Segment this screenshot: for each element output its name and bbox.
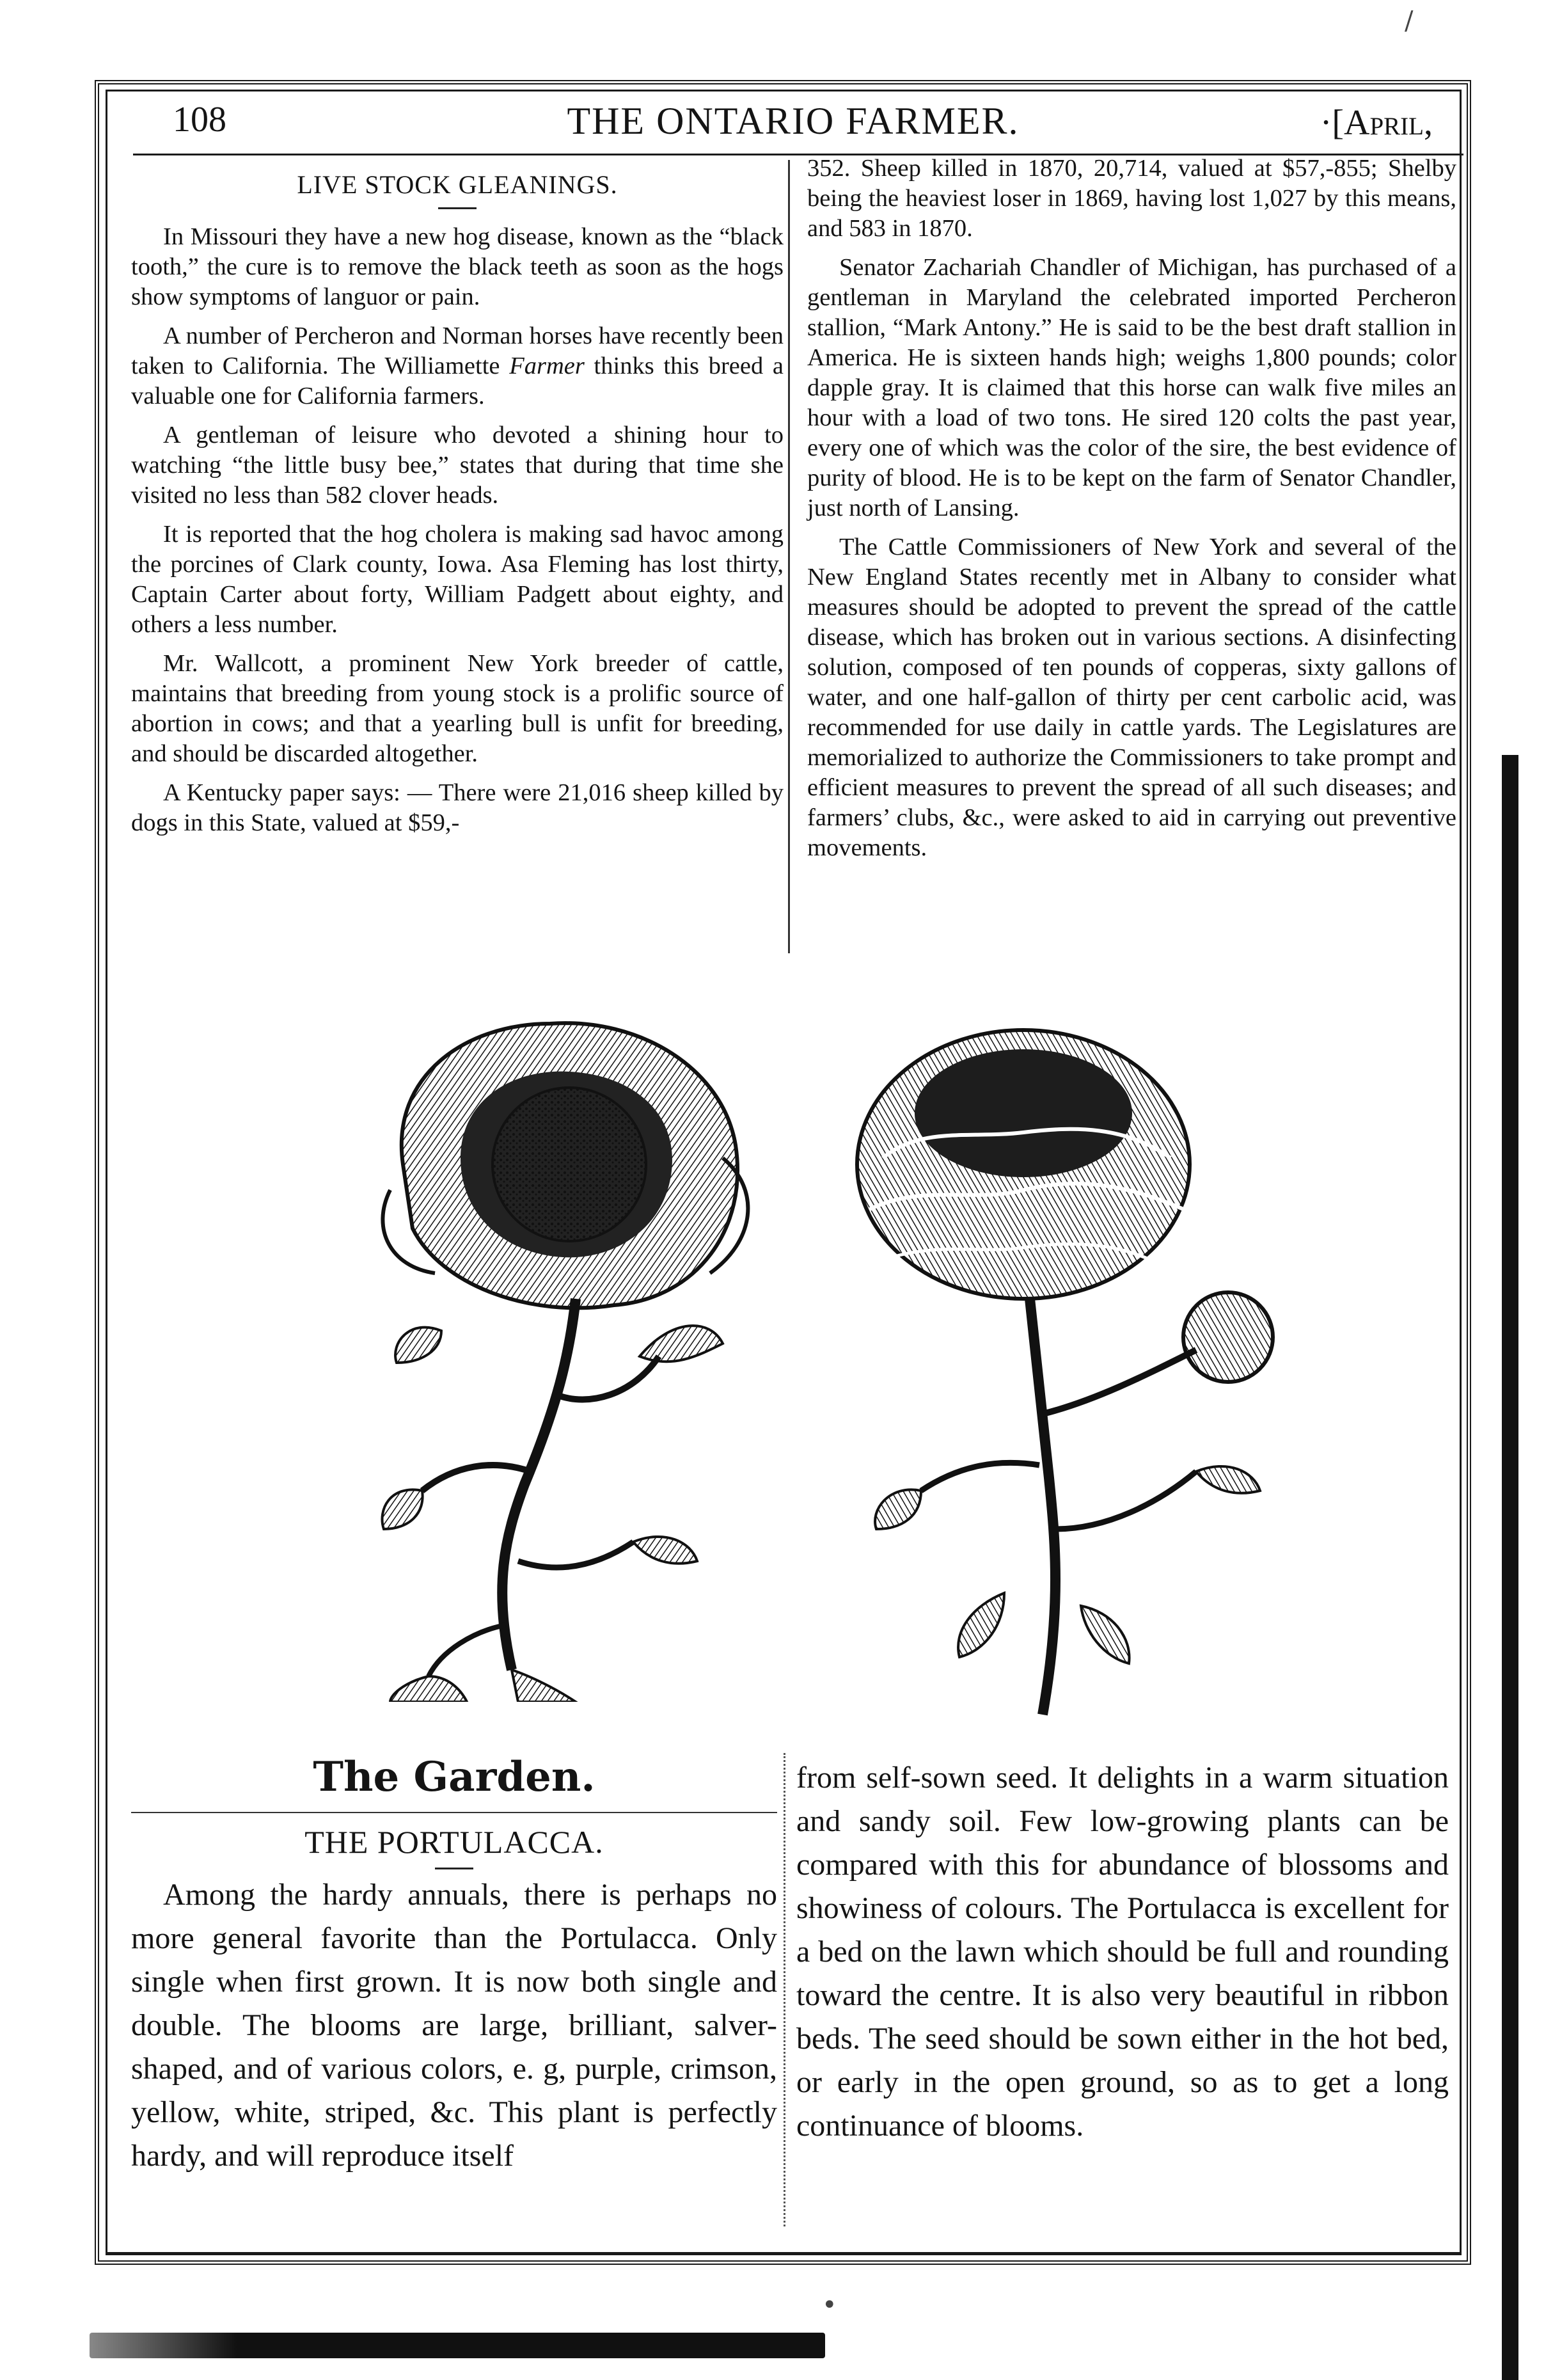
paragraph: The Cattle Commissioners of New York and several of the New England States recently met in Albany to consider what measures should be adopted to prevent the spread of the cattle disease, which has broken out in various sections. A disinfecting solution, composed of ten pounds of copperas, sixty gallons of water, and one half-gallon of thirty per cent carbolic acid, was recommended for use daily in cattle yards. The Legislatures are memorialized to authorize the Commissioners to take prompt and efficient measures to prevent the spread of all such diseases; and farmers’ clubs, &c., were asked to aid in carrying out preventive movements. (807, 534, 1456, 861)
article-title: THE PORTULACCA. (304, 1824, 604, 1860)
paragraph: Senator Zachariah Chandler of Michigan, has purchased of a gentleman in Maryland the celebrated imported Percheron stallion, “Mark Antony.” He is said to be the best draft stallion in America. He is sixteen hands high; weighs 1,800 pounds; color dapple gray. It is claimed that this horse can walk five miles an hour with a load of two tons. He sired 120 colts the past year, every one of which was the color of the sire, the best evidence of purity of blood. He is to be kept on the farm of Senator Chandler, just north of Lansing. (807, 254, 1456, 521)
paragraph: 352. Sheep killed in 1870, 20,714, valued at $57,-855; Shelby being the heaviest loser in 1869, having lost 1,027 by this means, and 583 in 1870. (807, 155, 1456, 242)
live-stock-column-right (807, 154, 1456, 872)
page-number: 108 (173, 100, 226, 139)
section-heading: LIVE STOCK GLEANINGS. (297, 170, 618, 199)
running-header (134, 96, 1452, 154)
publication-title: THE ONTARIO FARMER. (567, 100, 1020, 142)
column-divider (788, 160, 790, 953)
paragraph: A number of Percheron and Norman horses have recently been taken to California. The Williamette Farmer thinks this breed a valuable one for California farmers. (131, 322, 784, 409)
single-portulacca-engraving (365, 998, 800, 1702)
paragraph: Among the hardy annuals, there is perhaps no more general favorite than the Portulacca. Only single when first grown. It is now both single and double. The blooms are large, brilliant, salver-shaped, and of various colors, e. g, purple, crimson, yellow, white, striped, &c. This plant is perfectly hardy, and will reproduce itself (131, 1878, 777, 2173)
paragraph: from self-sown seed. It delights in a warm situation and sandy soil. Few low-growing plants can be compared with this for abundance of blossoms and showiness of colours. The Portulacca is excellent for a bed on the lawn which should be full and rounding toward the centre. It is also very beautiful in ribbon beds. The seed should be sown either in the hot bed, or early in the open ground, so as to get a long continuance of blooms. (796, 1761, 1449, 2143)
garden-section-heading: The Garden. (313, 1753, 595, 1801)
issue-month: ·[April, (1320, 103, 1433, 143)
scan-edge-shadow (90, 2333, 825, 2358)
stray-dot: • (822, 2290, 837, 2320)
double-portulacca-engraving (812, 1017, 1337, 1727)
column-divider-dotted (784, 1753, 785, 2226)
live-stock-column-left (131, 170, 784, 847)
title-dash (435, 1868, 473, 1869)
paragraph: Mr. Wallcott, a prominent New York breeder of cattle, maintains that breeding from young stock is a prolific source of abortion in cows; and that a yearling bull is unfit for breeding, and should be discarded altogether. (131, 650, 784, 767)
bottom-rule (106, 2252, 1462, 2254)
paragraph: In Missouri they have a new hog disease, known as the “black tooth,” the cure is to remove the black teeth as soon as the hogs show symptoms of languor or pain. (131, 223, 784, 310)
heading-dash (438, 207, 477, 209)
paragraph: A gentleman of leisure who devoted a shining hour to watching “the little busy bee,” states that during that time she visited no less than 582 clover heads. (131, 422, 784, 509)
binding-edge-shadow (1502, 755, 1518, 2380)
portulacca-column-left (131, 1820, 777, 2178)
paragraph: It is reported that the hog cholera is making sad havoc among the porcines of Clark county, Iowa. Asa Fleming has lost thirty, Captain Carter about forty, William Padgett about eighty, and others a less number. (131, 521, 784, 638)
portulacca-column-right (796, 1756, 1449, 2148)
garden-rule (131, 1812, 777, 1813)
paragraph: A Kentucky paper says: — There were 21,016 sheep killed by dogs in this State, valued at $59,- (131, 779, 784, 836)
stray-mark: / (1405, 6, 1414, 36)
